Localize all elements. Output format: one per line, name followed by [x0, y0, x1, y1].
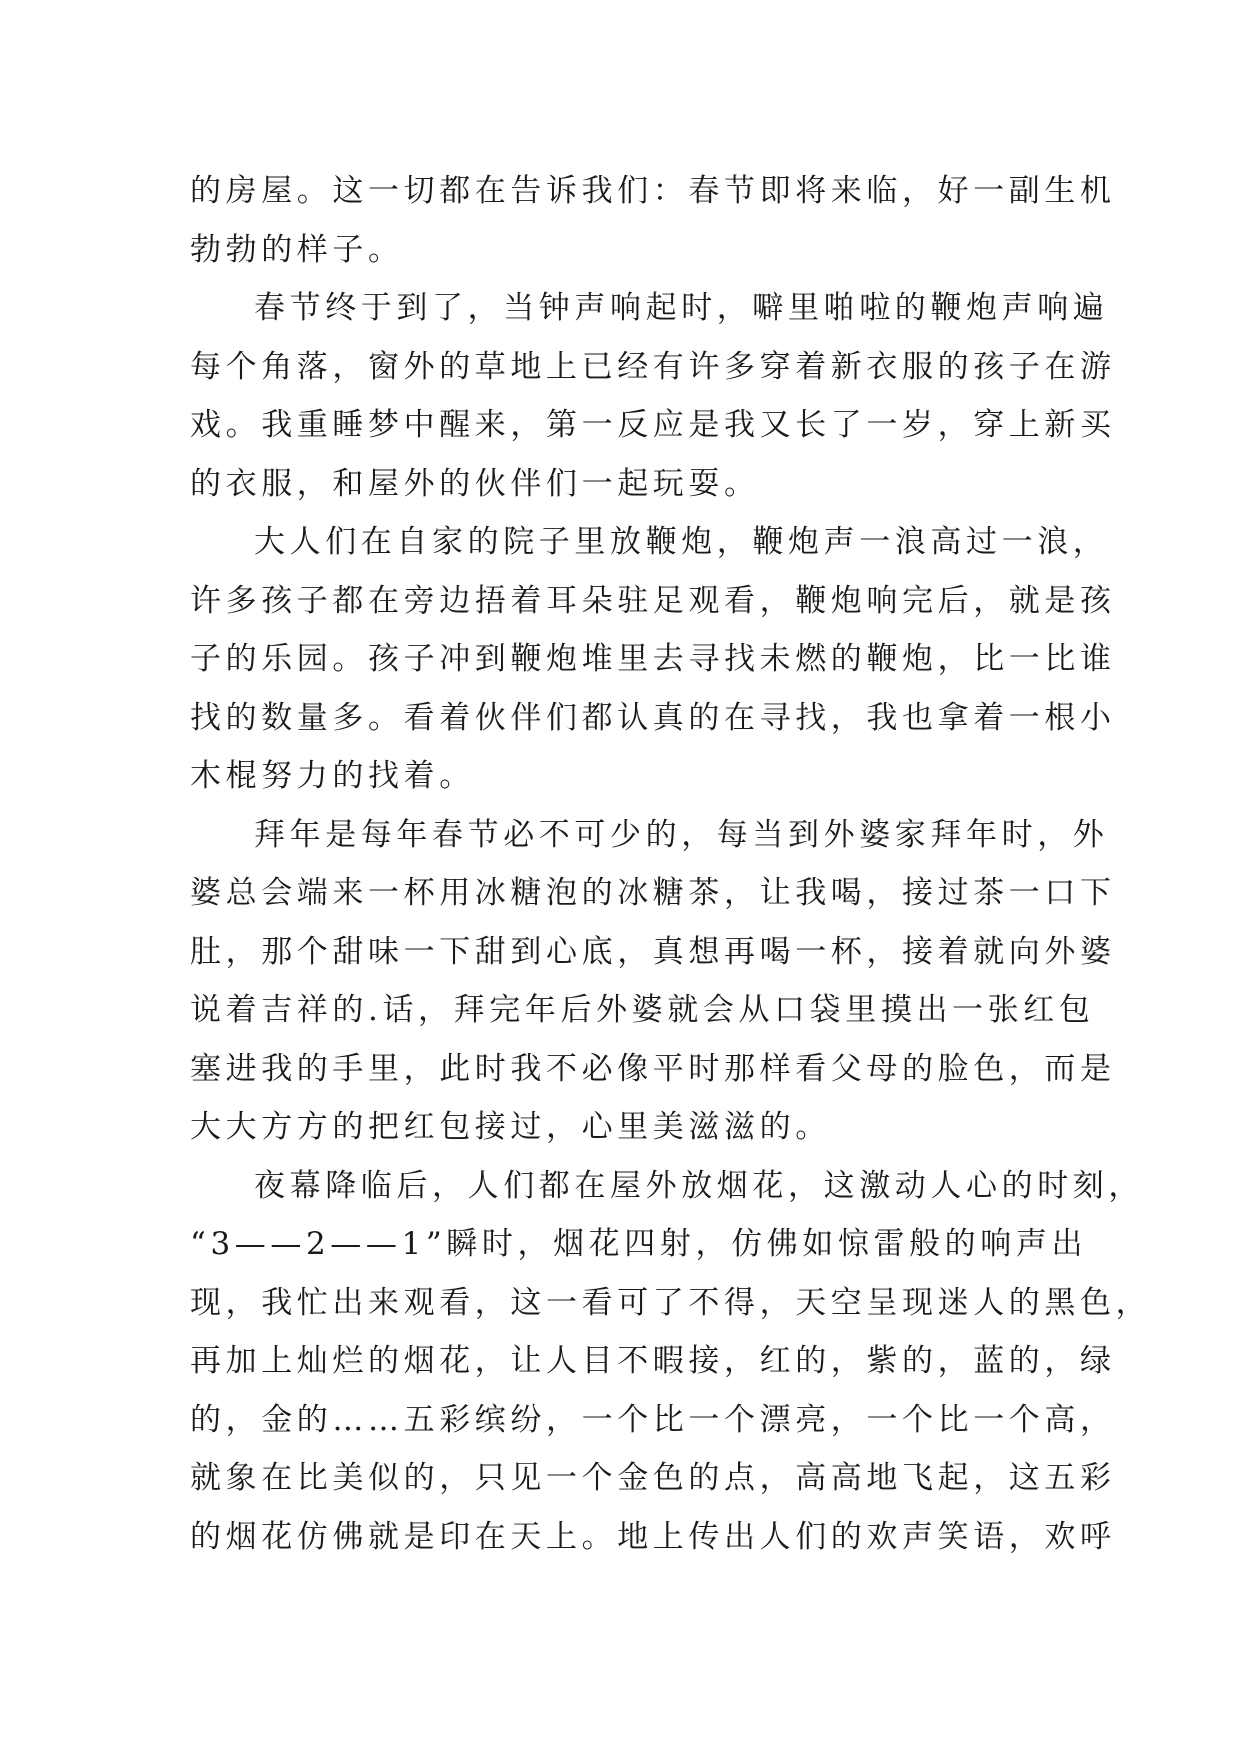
- text-line: 塞进我的手里，此时我不必像平时那样看父母的脸色，而是: [190, 1050, 1116, 1087]
- text-line: 大大方方的把红包接过，心里美滋滋的。: [190, 1109, 831, 1145]
- text-line: 肚，那个甜味一下甜到心底，真想再喝一杯，接着就向外婆: [190, 933, 1116, 970]
- text-line: 许多孩子都在旁边捂着耳朵驻足观看，鞭炮响完后，就是孩: [190, 582, 1116, 619]
- text-line: “3——2——1”瞬时，烟花四射，仿佛如惊雷般的响声出: [190, 1226, 1088, 1262]
- text-line: 就象在比美似的，只见一个金色的点，高高地飞起，这五彩: [190, 1460, 1116, 1496]
- text-line: 找的数量多。看着伙伴们都认真的在寻找，我也拿着一根小: [190, 699, 1116, 736]
- text-line: 春节终于到了，当钟声响起时，噼里啪啦的鞭炮声响遍: [254, 290, 1109, 326]
- text-line: 婆总会端来一杯用冰糖泡的冰糖茶，让我喝，接过茶一口下: [190, 875, 1116, 911]
- text-line: 大人们在自家的院子里放鞭炮，鞭炮声一浪高过一浪，: [254, 524, 1109, 560]
- text-line: 每个角落，窗外的草地上已经有许多穿着新衣服的孩子在游: [190, 348, 1116, 385]
- text-line: 勃勃的样子。: [190, 231, 404, 268]
- text-line: 子的乐园。孩子冲到鞭炮堆里去寻找未燃的鞭炮，比一比谁: [190, 641, 1116, 677]
- text-line: 现，我忙出来观看，这一看可了不得，天空呈现迷人的黑色，: [190, 1284, 1152, 1321]
- text-line: 再加上灿烂的烟花，让人目不暇接，红的，紫的，蓝的，绿: [190, 1343, 1116, 1379]
- text-line: 的衣服，和屋外的伙伴们一起玩耍。: [190, 465, 760, 502]
- text-line: 的房屋。这一切都在告诉我们：春节即将来临，好一副生机: [190, 173, 1116, 209]
- text-line: 拜年是每年春节必不可少的，每当到外婆家拜年时，外: [254, 816, 1109, 853]
- text-line: 说着吉祥的.话，拜完年后外婆就会从口袋里摸出一张红包: [190, 992, 1095, 1028]
- text-line: 木棍努力的找着。: [190, 758, 475, 794]
- document-body: [190, 162, 1152, 1566]
- text-line: 的烟花仿佛就是印在天上。地上传出人们的欢声笑语，欢呼: [190, 1518, 1116, 1555]
- text-line: 的，金的……五彩缤纷，一个比一个漂亮，一个比一个高，: [190, 1401, 1116, 1438]
- text-line: 戏。我重睡梦中醒来，第一反应是我又长了一岁，穿上新买: [190, 407, 1116, 443]
- text-line: 夜幕降临后，人们都在屋外放烟花，这激动人心的时刻，: [254, 1167, 1144, 1204]
